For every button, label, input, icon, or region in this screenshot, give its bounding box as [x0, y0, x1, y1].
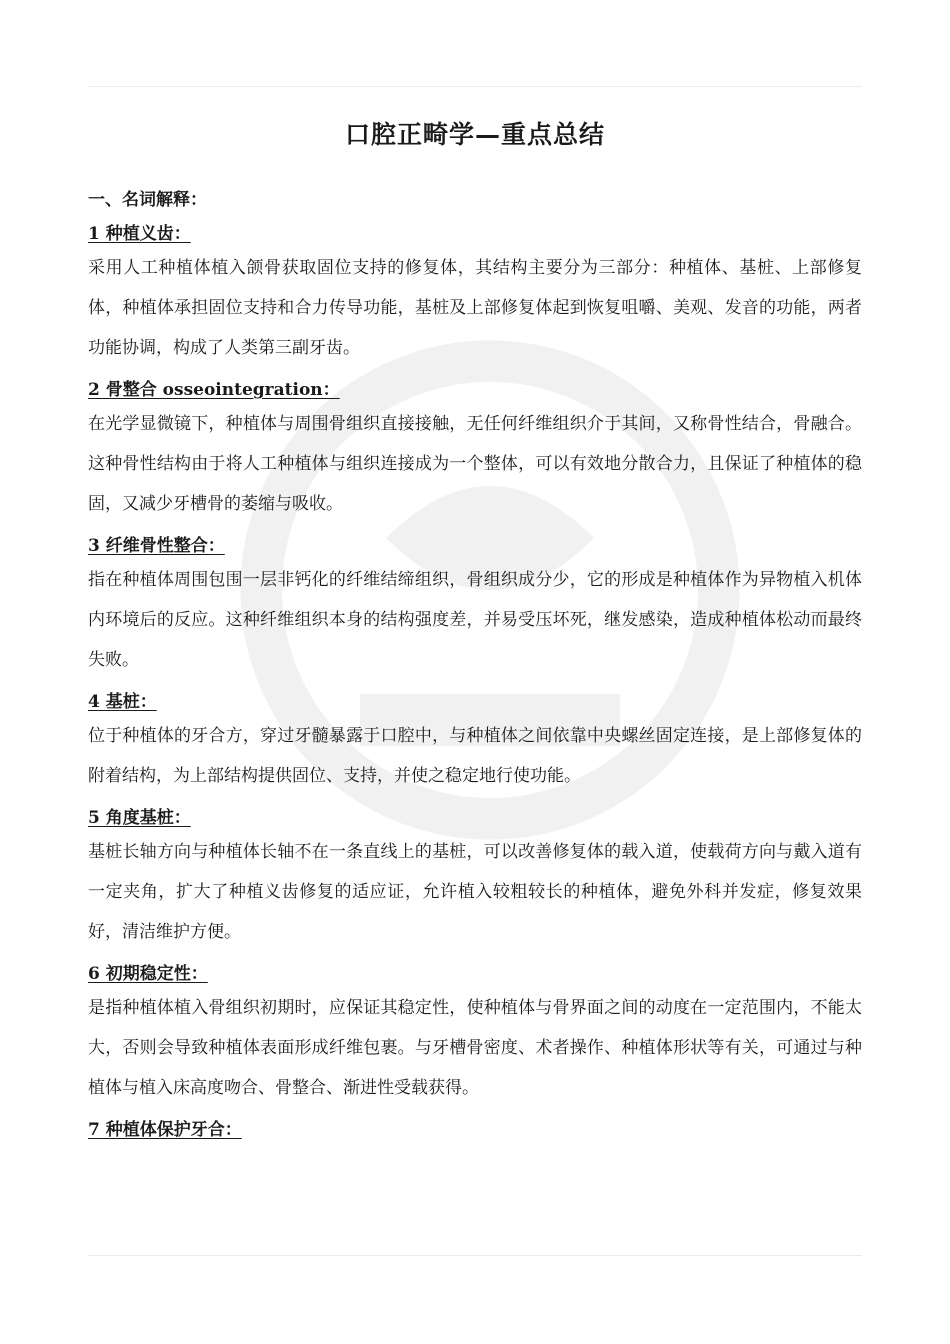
term-definition: 指在种植体周围包围一层非钙化的纤维结缔组织，骨组织成分少，它的形成是种植体作为异物植入机体内环境后的反应。这种纤维组织本身的结构强度差，并易受压坏死，继发感染，造成种植体松动而最终失败。 — [88, 570, 862, 670]
term-heading: 7 种植体保护牙合： — [88, 1120, 242, 1140]
section-heading: 一、名词解释： — [88, 190, 207, 210]
glossary-entry — [88, 212, 862, 368]
term-definition: 在光学显微镜下，种植体与周围骨组织直接接触，无任何纤维组织介于其间，又称骨性结合，骨融合。这种骨性结构由于将人工种植体与组织连接成为一个整体，可以有效地分散合力，且保证了种植体的稳固，又减少牙槽骨的萎缩与吸收。 — [88, 414, 862, 514]
glossary-entry — [88, 524, 862, 680]
term-heading: 2 骨整合 osseointegration： — [88, 380, 340, 400]
term-heading: 6 初期稳定性： — [88, 964, 208, 984]
term-heading: 3 纤维骨性整合： — [88, 536, 225, 556]
glossary-entry — [88, 796, 862, 952]
term-heading: 4 基桩： — [88, 692, 157, 712]
document-page — [88, 112, 862, 1144]
term-definition: 基桩长轴方向与种植体长轴不在一条直线上的基桩，可以改善修复体的载入道，使载荷方向与戴入道有一定夹角，扩大了种植义齿修复的适应证，允许植入较粗较长的种植体，避免外科并发症，修复效果好，清洁维护方便。 — [88, 842, 862, 942]
document-title: 口腔正畸学—重点总结 — [344, 120, 605, 149]
term-definition: 是指种植体植入骨组织初期时，应保证其稳定性，使种植体与骨界面之间的动度在一定范围内，不能太大，否则会导致种植体表面形成纤维包裹。与牙槽骨密度、术者操作、种植体形状等有关，可通过与种植体与植入床高度吻合、骨整合、渐进性受载获得。 — [88, 998, 862, 1098]
term-definition: 采用人工种植体植入颌骨获取固位支持的修复体，其结构主要分为三部分：种植体、基桩、上部修复体，种植体承担固位支持和合力传导功能，基桩及上部修复体起到恢复咀嚼、美观、发音的功能，两者功能协调，构成了人类第三副牙齿。 — [88, 258, 862, 358]
glossary-entry — [88, 368, 862, 524]
glossary-entry — [88, 952, 862, 1108]
footer-rule — [88, 1255, 862, 1256]
term-heading: 5 角度基桩： — [88, 808, 191, 828]
glossary-entry — [88, 680, 862, 796]
glossary-entry — [88, 1108, 862, 1142]
header-rule — [88, 86, 862, 87]
term-heading: 1 种植义齿： — [88, 224, 191, 244]
term-definition: 位于种植体的牙合方，穿过牙髓暴露于口腔中，与种植体之间依靠中央螺丝固定连接，是上部修复体的附着结构，为上部结构提供固位、支持，并使之稳定地行使功能。 — [88, 726, 862, 786]
